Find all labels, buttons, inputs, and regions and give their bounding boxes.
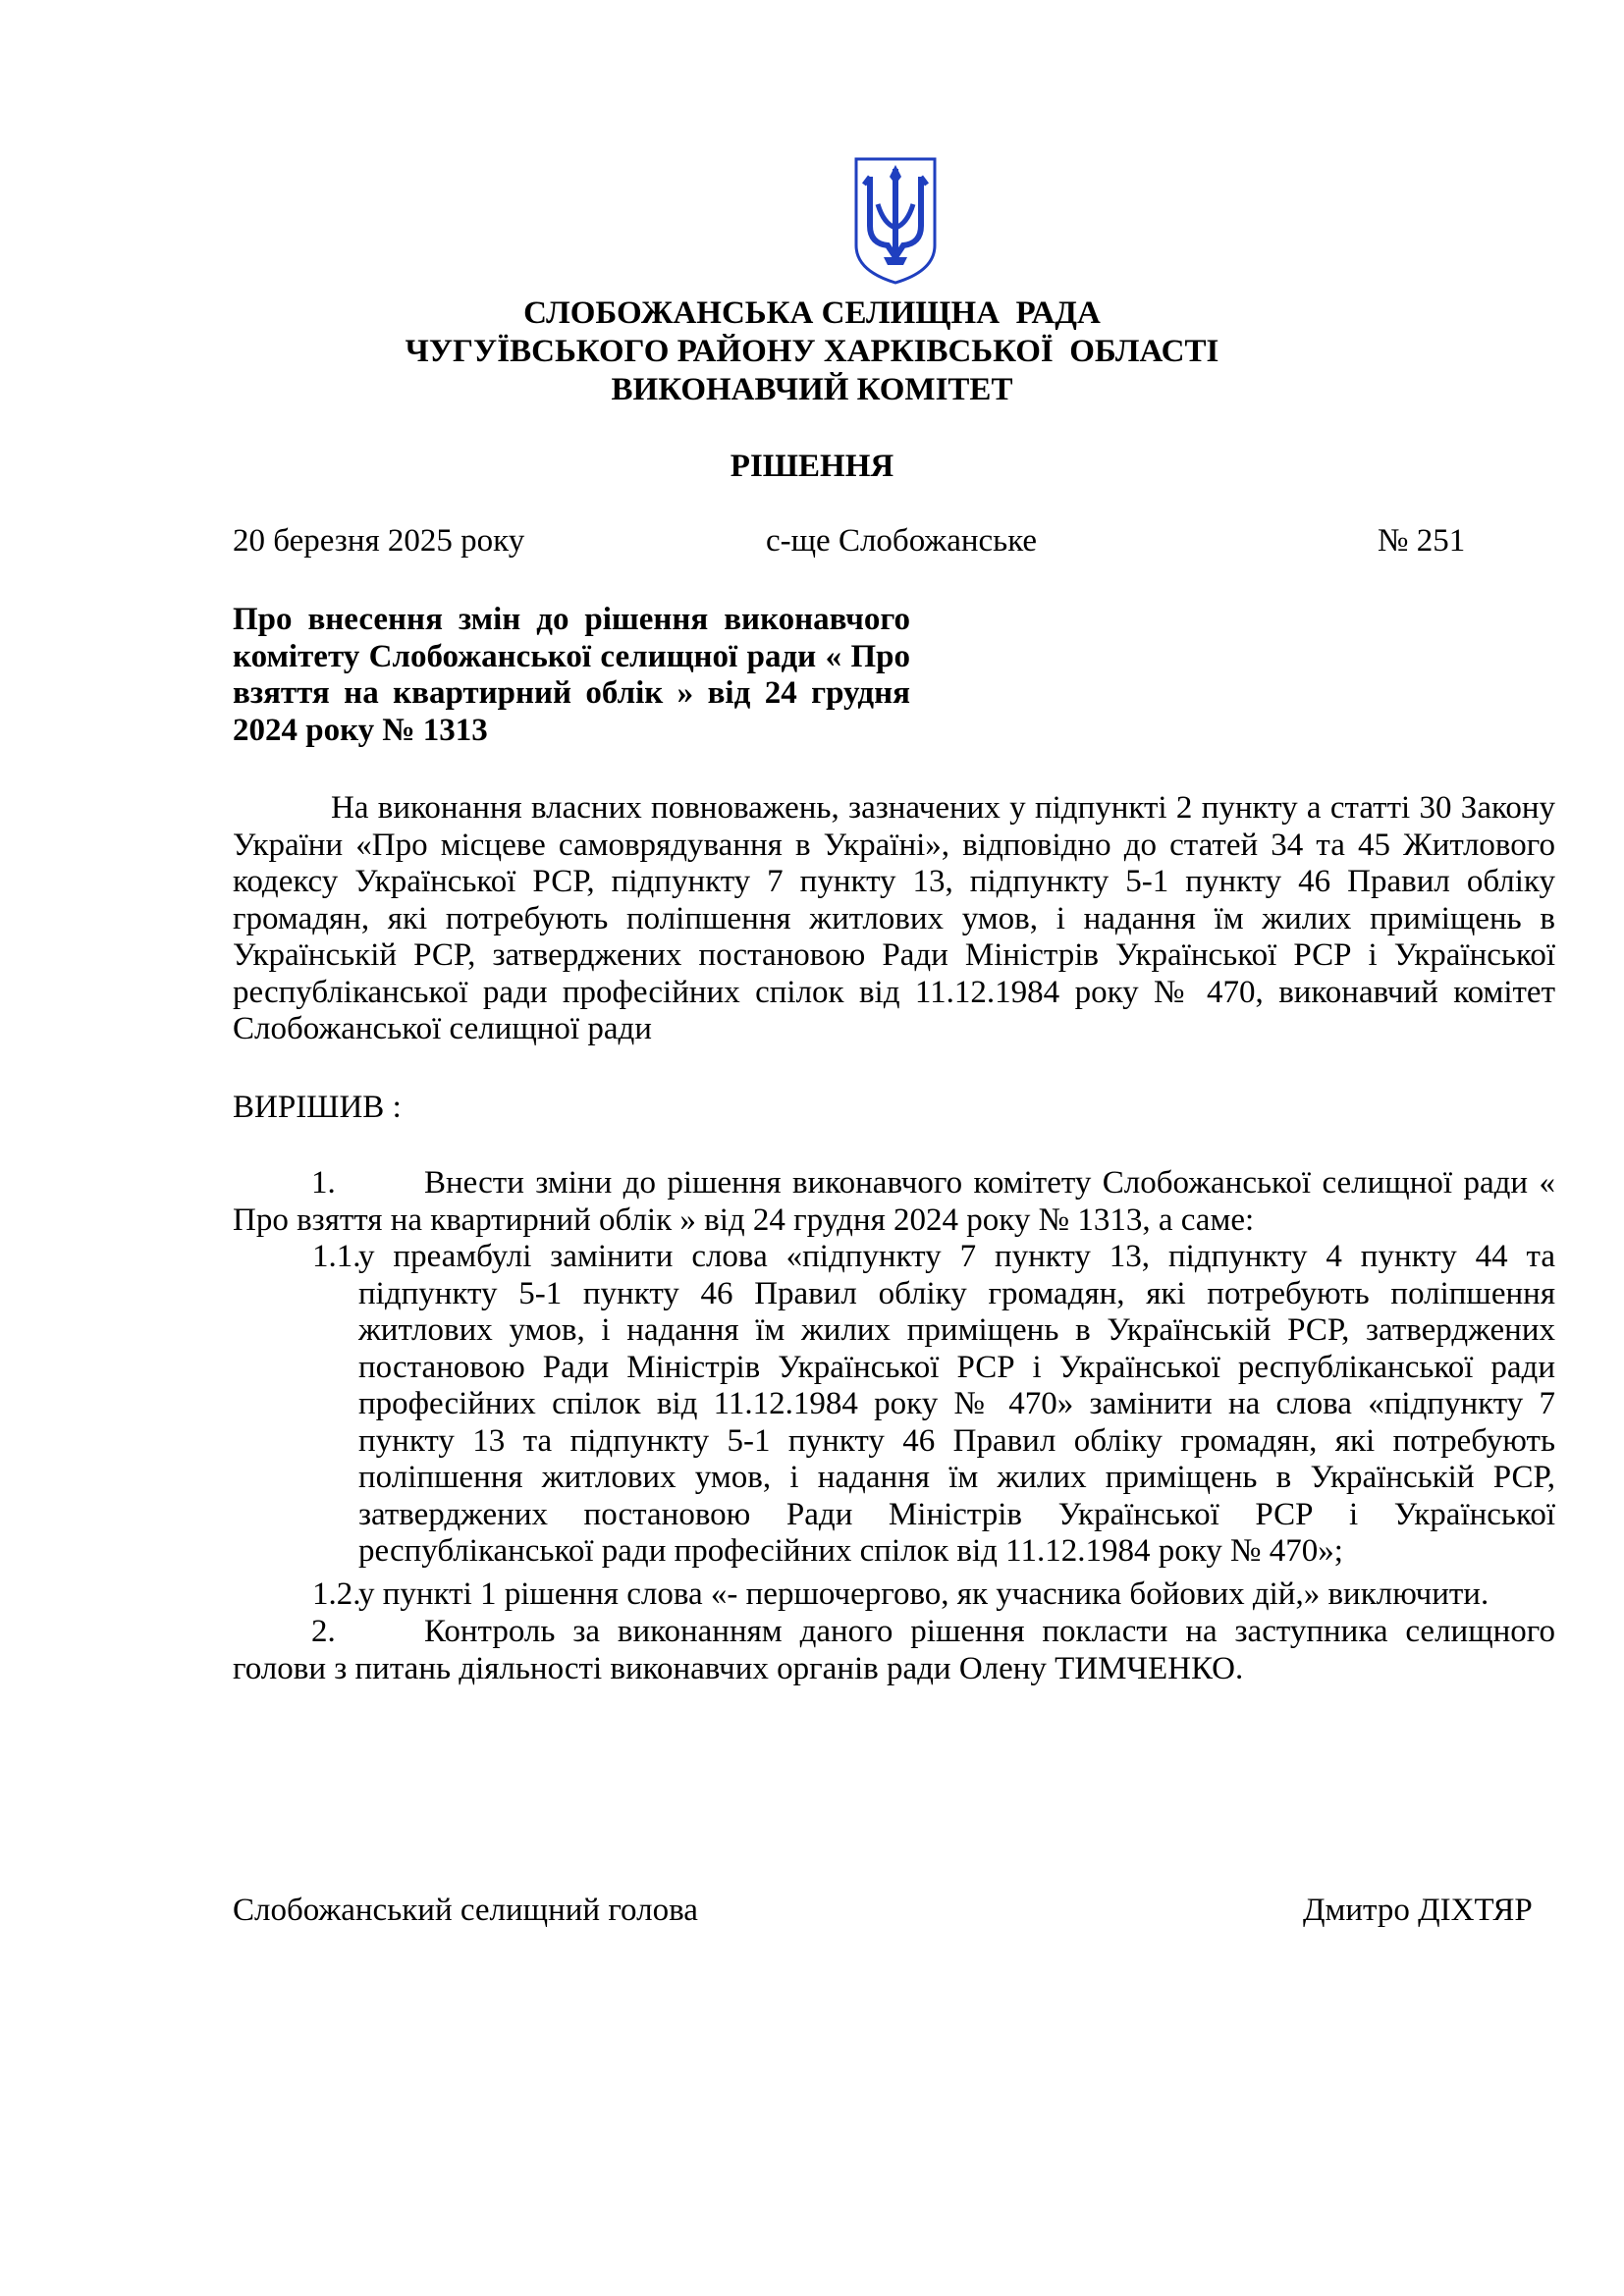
item-number: 1. <box>311 1165 336 1201</box>
header-line-committee: ВИКОНАВЧИЙ КОМІТЕТ <box>611 372 1013 407</box>
trident-emblem-icon <box>850 155 941 287</box>
resolve-label: ВИРІШИВ : <box>233 1090 402 1125</box>
document-title: РІШЕННЯ <box>730 449 894 484</box>
decision-item <box>233 1165 1555 1239</box>
header-line-district: ЧУГУЇВСЬКОГО РАЙОНУ ХАРКІВСЬКОЇ ОБЛАСТІ <box>405 334 1219 369</box>
item-text: Контроль за виконанням даного рішення покласти на заступника селищного голови з питань діяльності виконавчих органів ради Олену ТИМЧЕНКО. <box>233 1614 1555 1686</box>
item-number: 2. <box>311 1614 336 1649</box>
signatory-name: Дмитро ДІХТЯР <box>1303 1893 1533 1928</box>
decision-subitem <box>312 1239 1555 1571</box>
item-text: Внести зміни до рішення виконавчого комітету Слобожанської селищної ради « Про взяття на квартирний облік » від 24 грудня 2024 року № 1313, а саме: <box>233 1165 1555 1238</box>
preamble-paragraph: На виконання власних повноважень, зазначених у підпункті 2 пункту а статті 30 Закону України «Про місцеве самоврядування в Україні», відповідно до статей 34 та 45 Житлового кодексу Української РСР, підпункту 7 пункту 13, підпункту 5-1 пункту 46 Правил обліку громадян, які потребують поліпшення житлових умов, і надання їм жилих приміщень в Українській РСР, затверджених постановою Ради Міністрів Української РСР і Української республіканської ради професійних спілок від 11.12.1984 року № 470, виконавчий комітет Слобожанської селищної ради <box>233 790 1555 1046</box>
decision-subitem <box>312 1576 1555 1614</box>
document-subject: Про внесення змін до рішення виконавчого комітету Слобожанської селищної ради « Про взяття на квартирний облік » від 24 грудня 2024 року № 1313 <box>233 602 910 748</box>
council-header <box>0 294 1624 409</box>
subitem-number: 1.1. <box>312 1239 361 1274</box>
header-line-council: СЛОБОЖАНСЬКА СЕЛИЩНА РАДА <box>523 295 1101 331</box>
document-date: 20 березня 2025 року <box>233 523 525 559</box>
document-place: с-ще Слобожанське <box>766 523 1038 559</box>
subitem-text: у пункті 1 рішення слова «- першочергово, як учасника бойових дій,» виключити. <box>358 1576 1489 1612</box>
signatory-position: Слобожанський селищний голова <box>233 1893 698 1928</box>
decision-item <box>233 1614 1555 1687</box>
document-number: № 251 <box>1378 523 1466 559</box>
subitem-text: у преамбулі замінити слова «підпункту 7 пункту 13, підпункту 4 пункту 44 та підпункту 5-1 пункту 46 Правил обліку громадян, які потребують поліпшення житлових умов, і надання їм жилих приміщень в Українській РСР, затверджених постановою Ради Міністрів Української РСР і Української республіканської ради професійних спілок від 11.12.1984 року № 470» замінити на слова «підпункту 7 пункту 13 та підпункту 5-1 пункту 46 Правил обліку громадян, які потребують поліпшення житлових умов, і надання їм жилих приміщень в Українській РСР, затверджених постановою Ради Міністрів Української РСР і Української республіканської ради професійних спілок від 11.12.1984 року № 470»; <box>358 1239 1555 1569</box>
subitem-number: 1.2. <box>312 1576 361 1612</box>
